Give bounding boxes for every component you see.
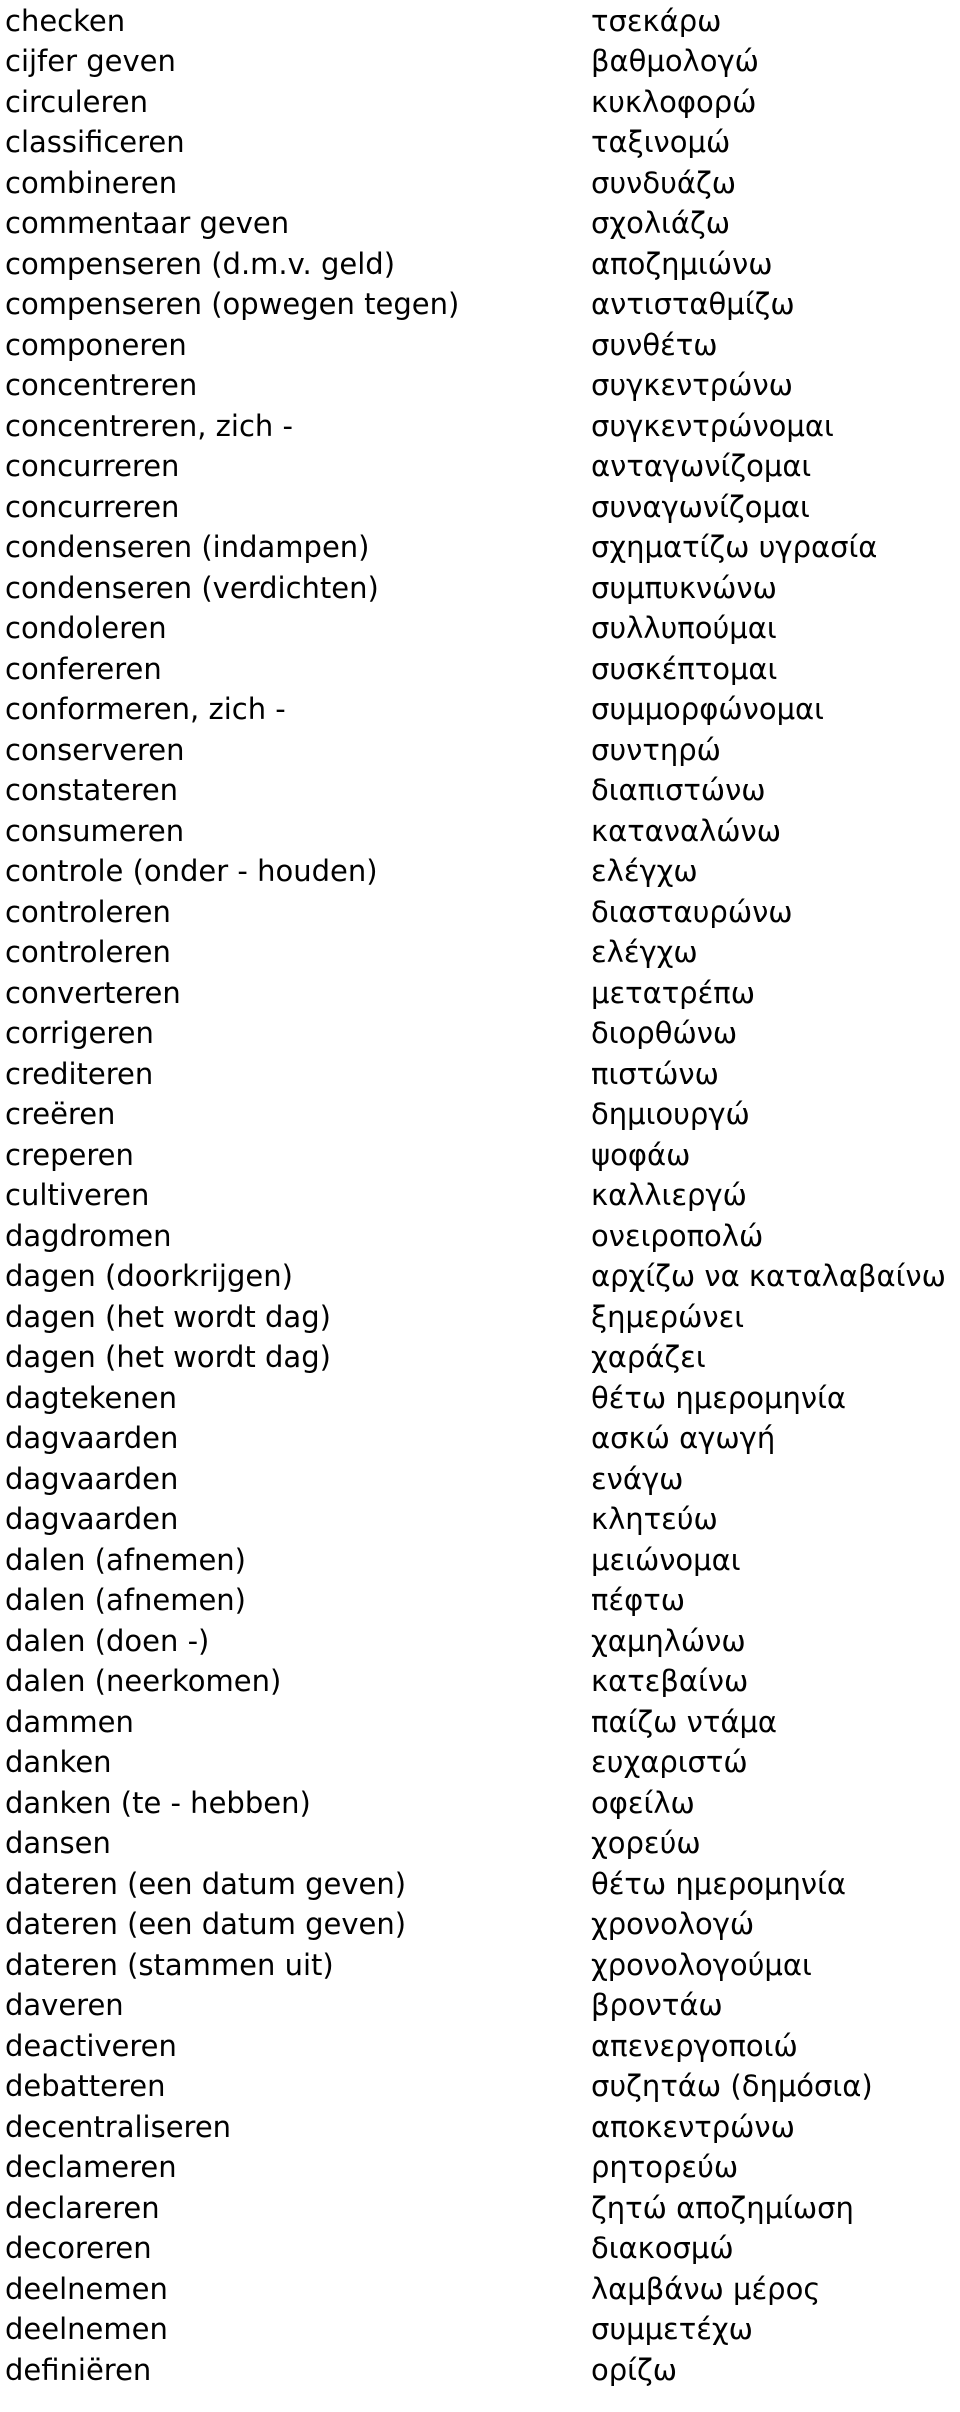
- dutch-term: declareren: [5, 2190, 160, 2225]
- dutch-term: danken: [5, 1745, 112, 1780]
- greek-translation: ανταγωνίζομαι: [591, 449, 812, 484]
- greek-translation: συγκεντρώνομαι: [591, 408, 834, 443]
- greek-translation: καλλιεργώ: [591, 1178, 747, 1213]
- dutch-term: dalen (doen -): [5, 1623, 210, 1658]
- vocab-entry: [0, 42, 960, 83]
- vocab-entry: [0, 325, 960, 366]
- dutch-term: concentreren: [5, 368, 198, 403]
- dutch-term: dagen (het wordt dag): [5, 1299, 331, 1334]
- vocab-entry: [0, 1581, 960, 1622]
- vocab-entry: [0, 2107, 960, 2148]
- greek-translation: θέτω ημερομηνία: [591, 1380, 846, 1415]
- dutch-term: corrigeren: [5, 1016, 154, 1051]
- vocab-entry: [0, 1702, 960, 1743]
- vocab-entry: [0, 1864, 960, 1905]
- vocab-entry: [0, 1135, 960, 1176]
- greek-translation: συμμετέχω: [591, 2312, 753, 2347]
- vocab-entry: [0, 82, 960, 123]
- vocab-entry: [0, 1905, 960, 1946]
- greek-translation: ελέγχω: [591, 935, 698, 970]
- greek-translation: αρχίζω να καταλαβαίνω: [591, 1259, 946, 1294]
- vocab-entry: [0, 730, 960, 771]
- dutch-term: dagdromen: [5, 1218, 172, 1253]
- dutch-term: dalen (afnemen): [5, 1583, 246, 1618]
- greek-translation: διακοσμώ: [591, 2231, 734, 2266]
- greek-translation: αντισταθμίζω: [591, 287, 795, 322]
- dutch-term: conformeren, zich -: [5, 692, 286, 727]
- vocab-entry: [0, 1338, 960, 1379]
- dutch-term: constateren: [5, 773, 179, 808]
- greek-translation: χορεύω: [591, 1826, 701, 1861]
- greek-translation: συλλυπούμαι: [591, 611, 777, 646]
- dutch-term: dalen (neerkomen): [5, 1664, 282, 1699]
- vocab-entry: [0, 1419, 960, 1460]
- greek-translation: ευχαριστώ: [591, 1745, 748, 1780]
- vocab-entry: [0, 1621, 960, 1662]
- greek-translation: χρονολογούμαι: [591, 1947, 812, 1982]
- greek-translation: τσεκάρω: [591, 3, 722, 38]
- vocab-entry: [0, 1540, 960, 1581]
- greek-translation: ρητορεύω: [591, 2150, 739, 2185]
- dutch-term: dateren (stammen uit): [5, 1947, 334, 1982]
- greek-translation: αποκεντρώνω: [591, 2109, 795, 2144]
- greek-translation: διαπιστώνω: [591, 773, 766, 808]
- greek-translation: βροντάω: [591, 1988, 723, 2023]
- greek-translation: ονειροπολώ: [591, 1218, 764, 1253]
- dutch-term: dateren (een datum geven): [5, 1907, 407, 1942]
- dutch-term: controle (onder - houden): [5, 854, 378, 889]
- greek-translation: ενάγω: [591, 1461, 684, 1496]
- greek-translation: χαμηλώνω: [591, 1623, 746, 1658]
- greek-translation: κλητεύω: [591, 1502, 718, 1537]
- dutch-term: commentaar geven: [5, 206, 290, 241]
- vocab-entry: [0, 1824, 960, 1865]
- dutch-term: condenseren (verdichten): [5, 570, 379, 605]
- dutch-term: controleren: [5, 894, 171, 929]
- dutch-term: dagen (het wordt dag): [5, 1340, 331, 1375]
- vocab-entry: [0, 811, 960, 852]
- vocab-entry: [0, 1662, 960, 1703]
- vocab-entry: [0, 649, 960, 690]
- vocab-entry: [0, 406, 960, 447]
- dutch-term: creperen: [5, 1137, 134, 1172]
- dutch-term: concentreren, zich -: [5, 408, 293, 443]
- dutch-term: condenseren (indampen): [5, 530, 370, 565]
- dutch-term: confereren: [5, 651, 162, 686]
- vocab-entry: [0, 852, 960, 893]
- greek-translation: παίζω ντάμα: [591, 1704, 778, 1739]
- dutch-term: cultiveren: [5, 1178, 150, 1213]
- greek-translation: συντηρώ: [591, 732, 721, 767]
- vocab-entry: [0, 1378, 960, 1419]
- dutch-term: decoreren: [5, 2231, 152, 2266]
- vocab-entry: [0, 690, 960, 731]
- vocab-entry: [0, 1014, 960, 1055]
- vocab-entry: [0, 609, 960, 650]
- dutch-term: decentraliseren: [5, 2109, 232, 2144]
- dutch-term: daveren: [5, 1988, 124, 2023]
- greek-translation: ταξινομώ: [591, 125, 731, 160]
- vocab-entry: [0, 204, 960, 245]
- greek-translation: σχηματίζω υγρασία: [591, 530, 878, 565]
- vocab-entry: [0, 1176, 960, 1217]
- vocab-entry: [0, 1459, 960, 1500]
- vocab-entry: [0, 771, 960, 812]
- greek-translation: συμμορφώνομαι: [591, 692, 824, 727]
- greek-translation: συζητάω (δημόσια): [591, 2069, 873, 2104]
- dutch-term: deelnemen: [5, 2271, 168, 2306]
- dutch-term: danken (te - hebben): [5, 1785, 311, 1820]
- vocab-entry: [0, 1, 960, 42]
- vocab-entry: [0, 1095, 960, 1136]
- vocab-entry: [0, 2229, 960, 2270]
- greek-translation: αποζημιώνω: [591, 246, 773, 281]
- dutch-term: converteren: [5, 975, 181, 1010]
- greek-translation: ελέγχω: [591, 854, 698, 889]
- vocab-entry: [0, 892, 960, 933]
- greek-translation: ζητώ αποζημίωση: [591, 2190, 854, 2225]
- greek-translation: συναγωνίζομαι: [591, 489, 810, 524]
- greek-translation: σχολιάζω: [591, 206, 731, 241]
- dutch-term: circuleren: [5, 84, 149, 119]
- dutch-term: dagvaarden: [5, 1421, 179, 1456]
- greek-translation: συμπυκνώνω: [591, 570, 777, 605]
- dutch-term: consumeren: [5, 813, 185, 848]
- dutch-term: compenseren (opwegen tegen): [5, 287, 460, 322]
- dutch-term: concurreren: [5, 489, 180, 524]
- dutch-term: dagen (doorkrijgen): [5, 1259, 293, 1294]
- greek-translation: συγκεντρώνω: [591, 368, 793, 403]
- vocab-entry: [0, 2310, 960, 2351]
- vocab-entry: [0, 933, 960, 974]
- vocab-entry: [0, 1986, 960, 2027]
- dutch-term: deactiveren: [5, 2028, 177, 2063]
- greek-translation: συσκέπτομαι: [591, 651, 778, 686]
- dutch-term: conserveren: [5, 732, 185, 767]
- dutch-term: dansen: [5, 1826, 111, 1861]
- greek-translation: συνδυάζω: [591, 165, 737, 200]
- dutch-term: dagtekenen: [5, 1380, 178, 1415]
- dutch-term: debatteren: [5, 2069, 166, 2104]
- dutch-term: dammen: [5, 1704, 134, 1739]
- greek-translation: χρονολογώ: [591, 1907, 755, 1942]
- greek-translation: κατεβαίνω: [591, 1664, 749, 1699]
- vocab-entry: [0, 1216, 960, 1257]
- vocab-entry: [0, 1257, 960, 1298]
- dutch-term: cijfer geven: [5, 44, 176, 79]
- dutch-term: combineren: [5, 165, 178, 200]
- greek-translation: συνθέτω: [591, 327, 718, 362]
- dutch-term: definiëren: [5, 2352, 152, 2387]
- greek-translation: βαθμολογώ: [591, 44, 759, 79]
- vocab-entry: [0, 2148, 960, 2189]
- dutch-term: crediteren: [5, 1056, 154, 1091]
- vocab-entry: [0, 1743, 960, 1784]
- vocab-entry: [0, 244, 960, 285]
- greek-translation: πιστώνω: [591, 1056, 719, 1091]
- greek-translation: ψοφάω: [591, 1137, 691, 1172]
- vocab-entry: [0, 973, 960, 1014]
- greek-translation: πέφτω: [591, 1583, 686, 1618]
- vocab-entry: [0, 2188, 960, 2229]
- greek-translation: χαράζει: [591, 1340, 706, 1375]
- greek-translation: λαμβάνω μέρος: [591, 2271, 821, 2306]
- vocab-entry: [0, 528, 960, 569]
- dutch-term: concurreren: [5, 449, 180, 484]
- dutch-term: componeren: [5, 327, 187, 362]
- vocab-entry: [0, 1945, 960, 1986]
- dutch-term: dagvaarden: [5, 1502, 179, 1537]
- vocab-entry: [0, 285, 960, 326]
- dutch-term: dateren (een datum geven): [5, 1866, 407, 1901]
- greek-translation: θέτω ημερομηνία: [591, 1866, 846, 1901]
- dutch-term: classificeren: [5, 125, 185, 160]
- dutch-term: condoleren: [5, 611, 167, 646]
- dutch-term: dagvaarden: [5, 1461, 179, 1496]
- greek-translation: καταναλώνω: [591, 813, 782, 848]
- vocab-entry: [0, 2026, 960, 2067]
- dutch-term: compenseren (d.m.v. geld): [5, 246, 396, 281]
- greek-translation: ξημερώνει: [591, 1299, 745, 1334]
- vocab-entry: [0, 447, 960, 488]
- vocab-entry: [0, 2269, 960, 2310]
- vocab-entry: [0, 1500, 960, 1541]
- greek-translation: διορθώνω: [591, 1016, 738, 1051]
- vocab-entry: [0, 2350, 960, 2391]
- greek-translation: μειώνομαι: [591, 1542, 741, 1577]
- vocab-entry: [0, 123, 960, 164]
- greek-translation: οφείλω: [591, 1785, 695, 1820]
- vocab-entry: [0, 1297, 960, 1338]
- dutch-term: deelnemen: [5, 2312, 168, 2347]
- vocab-entry: [0, 568, 960, 609]
- greek-translation: δημιουργώ: [591, 1097, 750, 1132]
- greek-translation: ορίζω: [591, 2352, 678, 2387]
- dutch-term: checken: [5, 3, 126, 38]
- vocab-entry: [0, 2067, 960, 2108]
- vocab-entry: [0, 1783, 960, 1824]
- greek-translation: μετατρέπω: [591, 975, 755, 1010]
- dutch-term: controleren: [5, 935, 171, 970]
- dutch-term: dalen (afnemen): [5, 1542, 246, 1577]
- greek-translation: κυκλοφορώ: [591, 84, 757, 119]
- greek-translation: απενεργοποιώ: [591, 2028, 798, 2063]
- greek-translation: ασκώ αγωγή: [591, 1421, 776, 1456]
- vocab-entry: [0, 366, 960, 407]
- greek-translation: διασταυρώνω: [591, 894, 793, 929]
- vocab-entry: [0, 163, 960, 204]
- dutch-term: declameren: [5, 2150, 177, 2185]
- vocab-entry: [0, 1054, 960, 1095]
- vocab-entry: [0, 487, 960, 528]
- dutch-term: creëren: [5, 1097, 116, 1132]
